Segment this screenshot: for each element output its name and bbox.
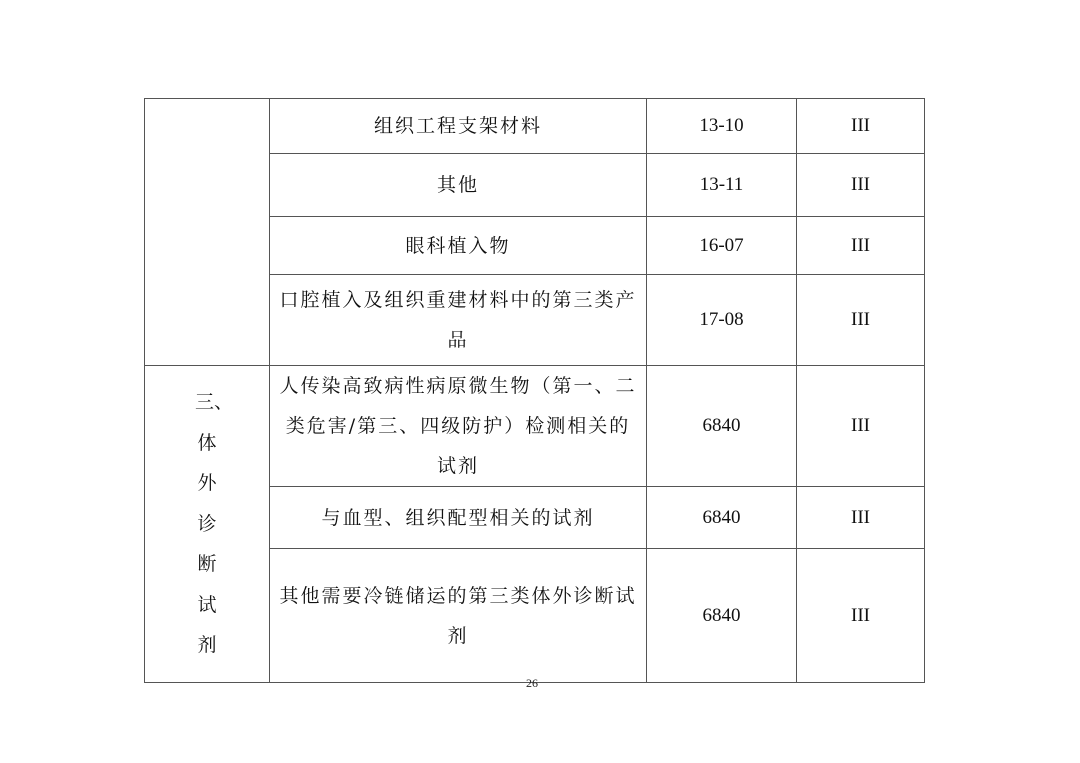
category-code: 6840 bbox=[702, 604, 741, 626]
management-class-cell bbox=[797, 366, 925, 487]
category-code: 6840 bbox=[702, 506, 741, 528]
management-class: III bbox=[851, 174, 870, 195]
management-class-cell bbox=[797, 275, 925, 366]
management-class-cell bbox=[797, 99, 925, 154]
category-code-cell bbox=[647, 366, 797, 487]
management-class: III bbox=[851, 506, 870, 528]
product-name-cell bbox=[270, 366, 647, 487]
management-class-cell bbox=[797, 549, 925, 683]
product-name: 组织工程支架材料 bbox=[373, 115, 542, 137]
management-class: III bbox=[851, 234, 870, 256]
table-row bbox=[145, 366, 925, 487]
product-name-cell bbox=[270, 154, 647, 217]
category-cell-empty bbox=[145, 99, 270, 366]
category-code-cell bbox=[647, 487, 797, 549]
product-name: 其他 bbox=[436, 174, 479, 196]
product-name-cell bbox=[270, 275, 647, 366]
product-name: 口腔植入及组织重建材料中的第三类产品 bbox=[279, 289, 637, 351]
management-class: III bbox=[851, 415, 870, 436]
product-name: 其他需要冷链储运的第三类体外诊断试剂 bbox=[279, 584, 637, 647]
category-code: 6840 bbox=[702, 415, 741, 436]
category-name: 三、体外诊断试剂 bbox=[195, 391, 234, 657]
category-code-cell bbox=[647, 154, 797, 217]
management-class-cell bbox=[797, 217, 925, 275]
category-code-cell bbox=[647, 549, 797, 683]
table-row bbox=[145, 99, 925, 154]
management-class: III bbox=[851, 115, 870, 136]
product-name: 人传染高致病性病原微生物（第一、二类危害/第三、四级防护）检测相关的试剂 bbox=[279, 375, 637, 477]
category-code-cell bbox=[647, 99, 797, 154]
product-name: 与血型、组织配型相关的试剂 bbox=[321, 506, 595, 529]
management-class-cell bbox=[797, 487, 925, 549]
category-cell bbox=[145, 366, 270, 683]
product-name-cell bbox=[270, 487, 647, 549]
category-code: 13-11 bbox=[699, 174, 744, 195]
category-code-cell bbox=[647, 217, 797, 275]
category-code-cell bbox=[647, 275, 797, 366]
management-class-cell bbox=[797, 154, 925, 217]
category-code: 13-10 bbox=[699, 115, 744, 136]
management-class: III bbox=[851, 309, 870, 330]
management-class: III bbox=[851, 604, 870, 626]
catalog-table bbox=[144, 98, 925, 683]
product-name: 眼科植入物 bbox=[405, 234, 511, 257]
category-code: 17-08 bbox=[699, 309, 744, 330]
product-name-cell bbox=[270, 217, 647, 275]
category-code: 16-07 bbox=[699, 234, 744, 256]
page-number: 26 bbox=[526, 676, 538, 690]
product-name-cell bbox=[270, 549, 647, 683]
product-name-cell bbox=[270, 99, 647, 154]
